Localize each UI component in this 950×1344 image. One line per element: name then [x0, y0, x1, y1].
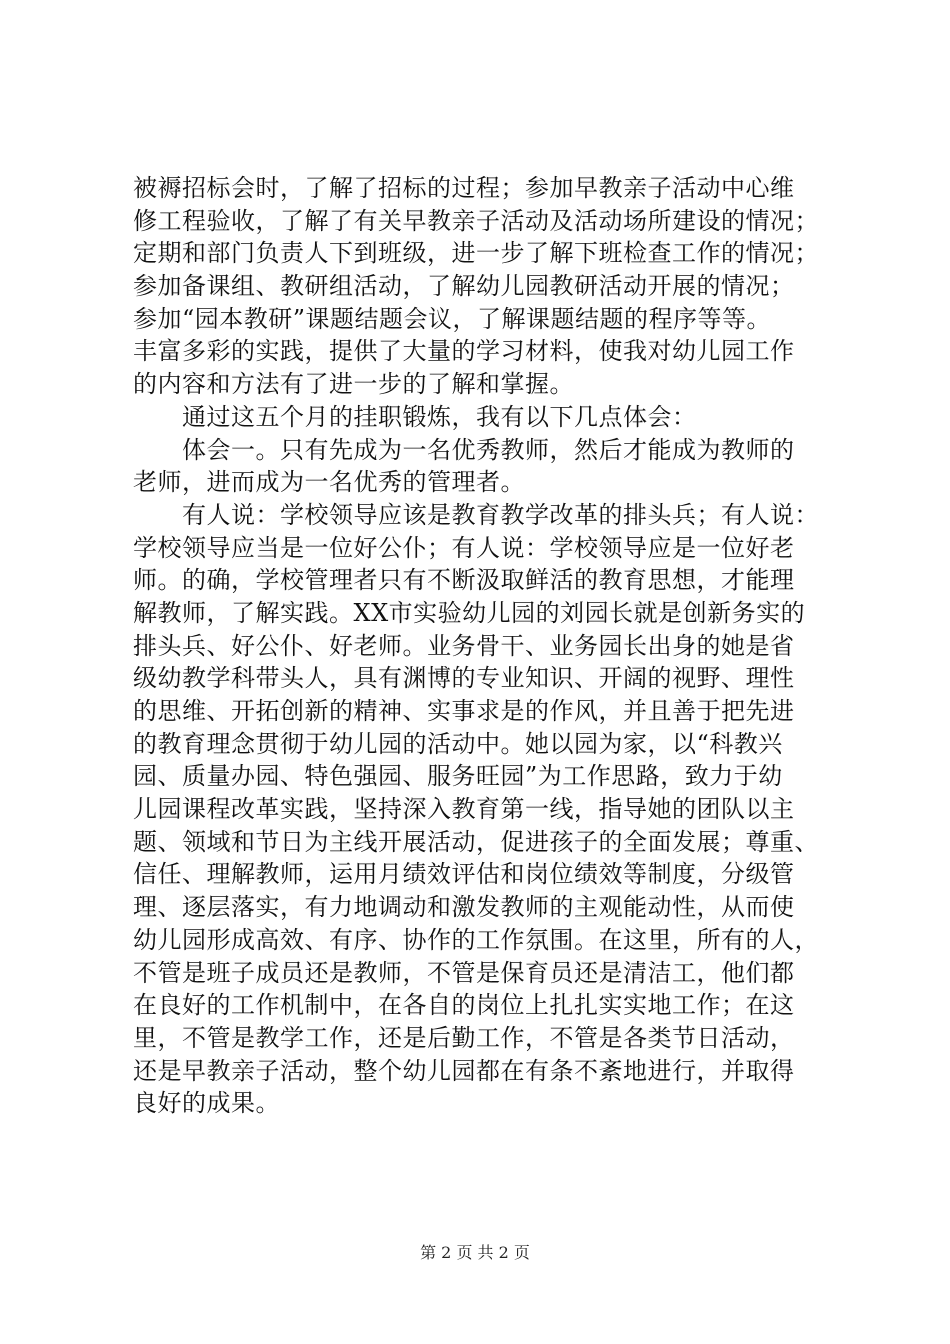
text-line: 的内容和方法有了进一步的了解和掌握。	[133, 370, 574, 399]
text-line: 修工程验收，了解了有关早教亲子活动及活动场所建设的情况；	[133, 206, 819, 235]
text-line: 幼儿园形成高效、有序、协作的工作氛围。在这里，所有的人，	[133, 925, 819, 954]
page-number-footer: 第 2 页 共 2 页	[420, 1243, 530, 1262]
body-text	[133, 172, 833, 1120]
text-line: 通过这五个月的挂职锻炼，我有以下几点体会：	[133, 402, 697, 431]
text-line: 参加备课组、教研组活动，了解幼儿园教研活动开展的情况；	[133, 272, 795, 301]
text-line: 有人说：学校领导应该是教育教学改革的排头兵；有人说：	[133, 500, 819, 529]
text-line: 的思维、开拓创新的精神、实事求是的作风，并且善于把先进	[133, 697, 795, 725]
text-line: 题、领域和节日为主线开展活动，促进孩子的全面发展；尊重、	[133, 827, 819, 856]
text-line: 参加“园本教研”课题结题会议，了解课题结题的程序等等。	[133, 304, 772, 333]
text-line: 里，不管是教学工作，还是后勤工作，不管是各类节日活动，	[133, 1023, 795, 1052]
text-line: 园、质量办园、特色强园、服务旺园”为工作思路，致力于幼	[133, 762, 783, 791]
text-line: 的教育理念贯彻于幼儿园的活动中。她以园为家，以“科教兴	[133, 729, 783, 758]
text-line: 解教师，了解实践。XX市实验幼儿园的刘园长就是创新务实的	[133, 598, 806, 627]
text-line: 丰富多彩的实践，提供了大量的学习材料，使我对幼儿园工作	[133, 337, 795, 366]
text-line: 体会一。只有先成为一名优秀教师，然后才能成为教师的	[133, 435, 795, 464]
text-line: 良好的成果。	[133, 1089, 280, 1118]
text-line: 排头兵、好公仆、好老师。业务骨干、业务园长出身的她是省	[133, 631, 795, 660]
text-line: 师。的确，学校管理者只有不断汲取鲜活的教育思想，才能理	[133, 566, 795, 595]
text-line: 理、逐层落实，有力地调动和激发教师的主观能动性，从而使	[133, 893, 795, 922]
text-line: 儿园课程改革实践，坚持深入教育第一线，指导她的团队以主	[133, 795, 795, 824]
text-line: 在良好的工作机制中，在各自的岗位上扎扎实实地工作；在这	[133, 991, 795, 1020]
text-line: 级幼教学科带头人，具有渊博的专业知识、开阔的视野、理性	[133, 664, 795, 693]
text-line: 信任、理解教师，运用月绩效评估和岗位绩效等制度，分级管	[133, 860, 795, 889]
text-line: 学校领导应当是一位好公仆；有人说：学校领导应是一位好老	[133, 533, 795, 562]
text-line: 定期和部门负责人下到班级，进一步了解下班检查工作的情况；	[133, 239, 819, 268]
text-line: 还是早教亲子活动，整个幼儿园都在有条不紊地进行，并取得	[133, 1056, 795, 1085]
text-line: 被褥招标会时，了解了招标的过程；参加早教亲子活动中心维	[133, 174, 795, 202]
text-line: 老师，进而成为一名优秀的管理者。	[133, 468, 525, 497]
text-line: 不管是班子成员还是教师，不管是保育员还是清洁工，他们都	[133, 958, 795, 987]
